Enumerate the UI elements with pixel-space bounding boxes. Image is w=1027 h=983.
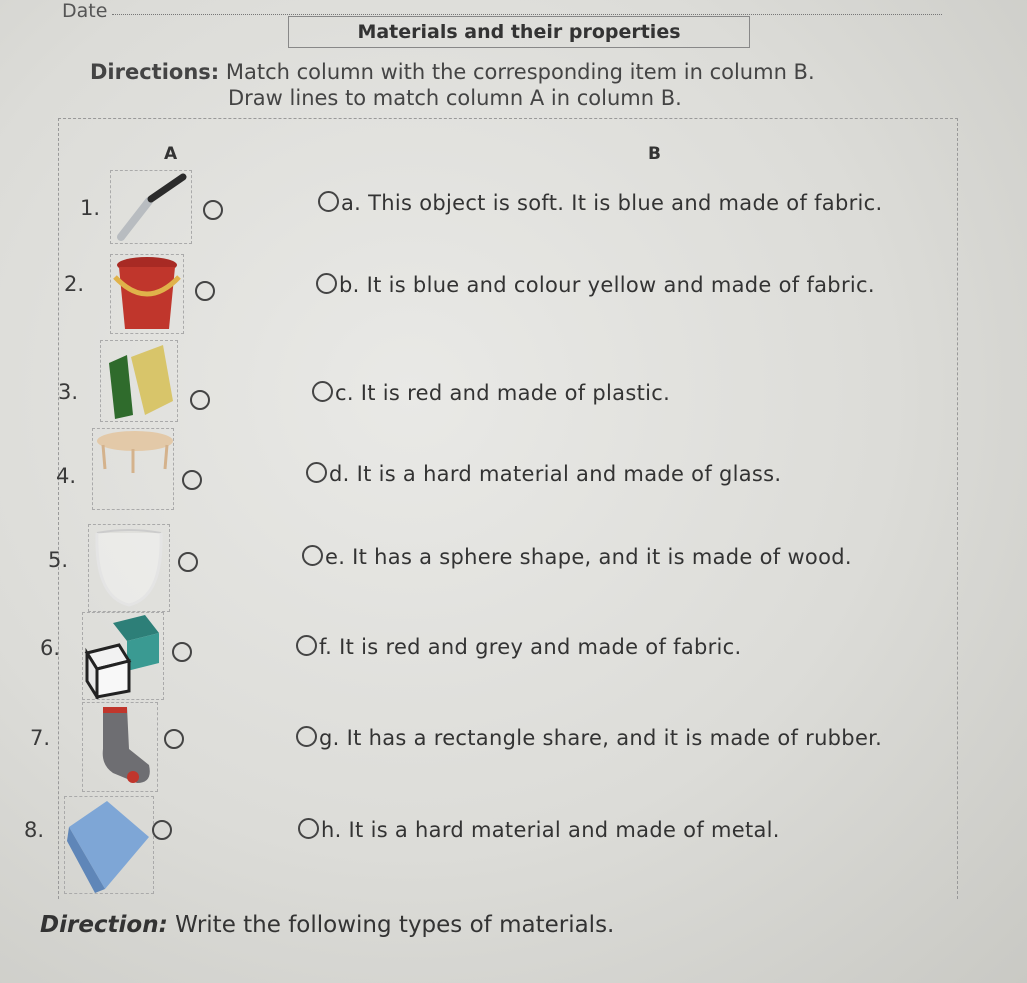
date-line: [112, 14, 942, 15]
worksheet-title: Materials and their properties: [288, 16, 750, 48]
option-b: b. It is blue and colour yellow and made of fabric.: [316, 273, 875, 297]
option-h: h. It is a hard material and made of metal.: [298, 818, 780, 842]
option-circle[interactable]: [306, 462, 327, 483]
match-circle-a[interactable]: [203, 200, 223, 220]
option-circle[interactable]: [312, 381, 333, 402]
option-circle[interactable]: [296, 635, 317, 656]
item-number: 8.: [24, 818, 45, 842]
eraser-icon: [82, 612, 164, 700]
item-number: 6.: [40, 636, 61, 660]
blue-cushion-icon: [64, 796, 154, 894]
item-number: 3.: [58, 380, 79, 404]
option-g: g. It has a rectangle share, and it is made of rubber.: [296, 726, 882, 750]
match-circle-f[interactable]: [172, 642, 192, 662]
footer-direction-text: Write the following types of materials.: [167, 912, 615, 938]
match-circle-d[interactable]: [182, 470, 202, 490]
option-circle[interactable]: [316, 273, 337, 294]
option-circle[interactable]: [296, 726, 317, 747]
item-number: 2.: [64, 272, 85, 296]
glass-bowl-icon: [88, 524, 170, 612]
matching-table: [58, 118, 958, 899]
directions-text-1: Match column with the corresponding item in column B.: [219, 60, 815, 84]
option-f: f. It is red and grey and made of fabric.: [296, 635, 742, 659]
match-circle-h[interactable]: [152, 820, 172, 840]
column-a-header: A: [164, 144, 178, 164]
option-circle[interactable]: [302, 545, 323, 566]
footer-direction: [40, 912, 614, 938]
directions-label: Directions:: [90, 60, 220, 84]
sock-icon: [82, 702, 158, 792]
column-b-header: B: [648, 144, 661, 164]
red-bucket-icon: [110, 254, 184, 334]
item-number: 5.: [48, 548, 69, 572]
date-label: Date: [62, 0, 108, 22]
footer-direction-label: Direction:: [40, 912, 168, 938]
match-circle-c[interactable]: [190, 390, 210, 410]
wooden-table-icon: [92, 428, 174, 510]
match-circle-g[interactable]: [164, 729, 184, 749]
option-c: c. It is red and made of plastic.: [312, 381, 670, 405]
option-circle[interactable]: [318, 191, 339, 212]
match-circle-e[interactable]: [178, 552, 198, 572]
option-e: e. It has a sphere shape, and it is made of wood.: [302, 545, 852, 569]
option-circle[interactable]: [298, 818, 319, 839]
item-number: 4.: [56, 464, 77, 488]
sponge-icon: [100, 340, 178, 422]
item-number: 1.: [80, 196, 101, 220]
directions-line-1: [90, 60, 815, 84]
knife-icon: [110, 170, 192, 244]
directions-line-2: Draw lines to match column A in column B.: [228, 86, 682, 110]
item-number: 7.: [30, 726, 51, 750]
option-d: d. It is a hard material and made of glass.: [306, 462, 781, 486]
match-circle-b[interactable]: [195, 281, 215, 301]
option-a: a. This object is soft. It is blue and made of fabric.: [318, 191, 883, 215]
